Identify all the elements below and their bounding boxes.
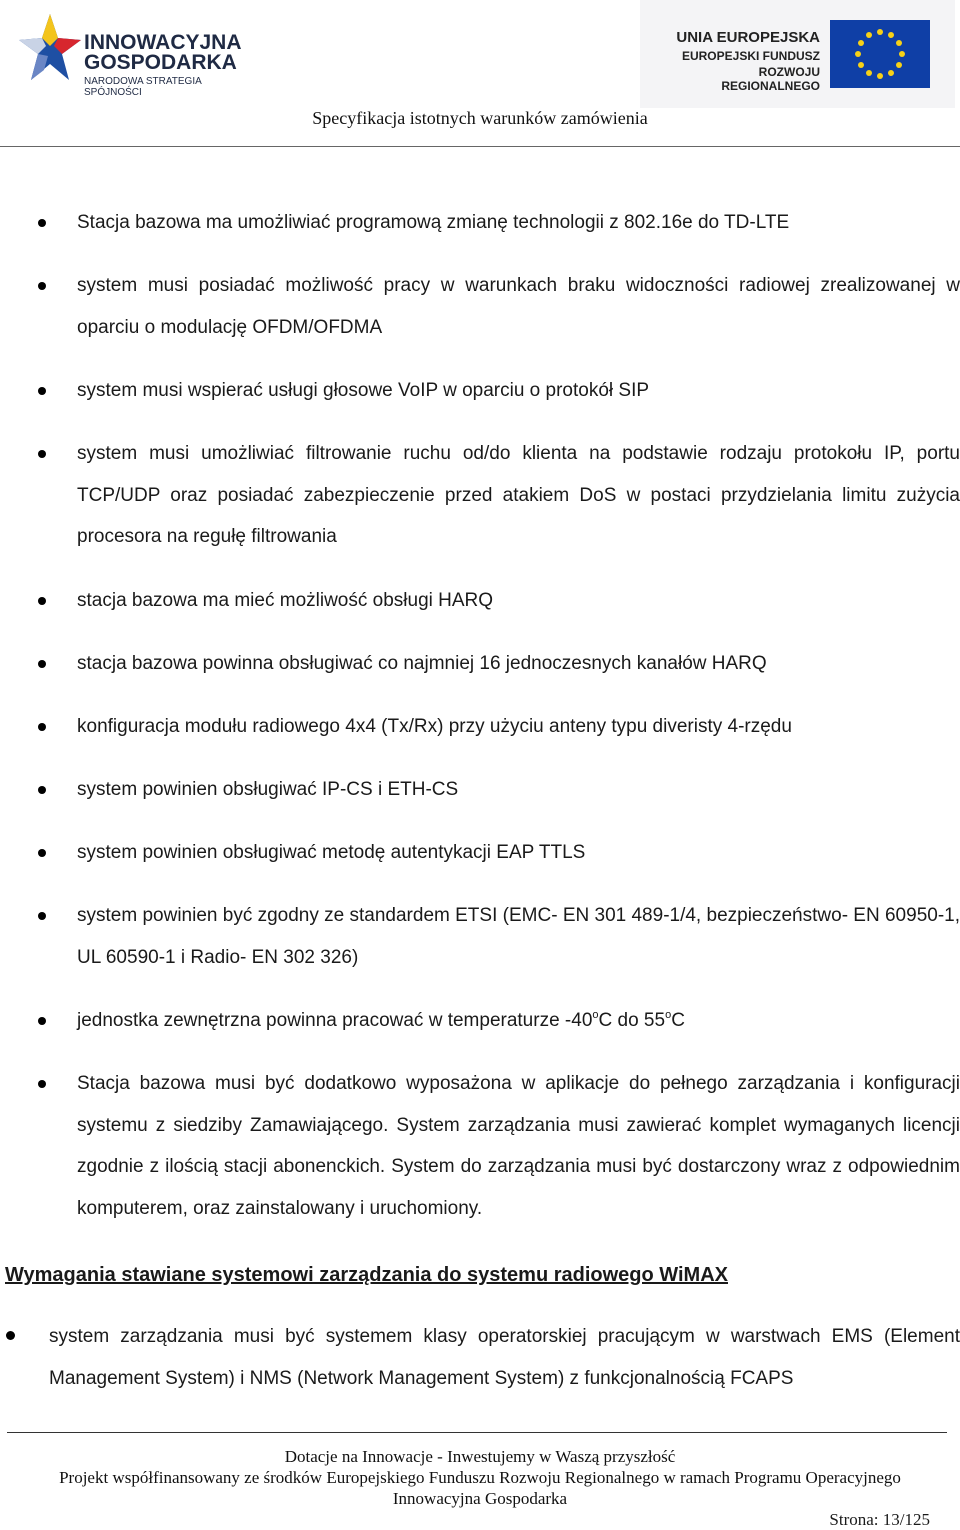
bullet-icon <box>38 597 46 605</box>
eu-line-3: ROZWOJU REGIONALNEGO <box>721 65 820 93</box>
logo-line-1: INNOWACYJNA <box>84 31 242 54</box>
bullet-icon <box>6 1331 15 1340</box>
list-item: system musi umożliwiać filtrowanie ruchu od/do klienta na podstawie rodzaju protokołu IP, portu TCP/UDP oraz posiadać zabezpieczenie przed atakiem DoS w postaci przydzielania limitu zużycia procesora na regułę filtrowania <box>77 443 960 547</box>
logo-line-3: NARODOWA STRATEGIA SPÓJNOŚCI <box>84 76 202 98</box>
bullet-icon <box>38 786 46 794</box>
temp-text-a: jednostka zewnętrzna powinna pracować w temperaturze -40 <box>77 1010 593 1031</box>
bullet-icon <box>38 723 46 731</box>
section-heading: Wymagania stawiane systemowi zarządzania do systemu radiowego WiMAX <box>5 1264 728 1286</box>
list-item: stacja bazowa ma mieć możliwość obsługi HARQ <box>77 590 494 611</box>
bullet-icon <box>38 912 46 920</box>
list-item: system powinien obsługiwać metodę autentykacji EAP TTLS <box>77 842 586 863</box>
page-number: Strona: 13/125 <box>829 1510 930 1529</box>
bullet-icon <box>38 282 46 290</box>
bullet-icon <box>38 219 46 227</box>
header-divider <box>0 146 960 147</box>
bullet-icon <box>38 1017 46 1025</box>
list-item: system zarządzania musi być systemem klasy operatorskiej pracującym w warstwach EMS (Element Management System) i NMS (Network Management System) z funkcjonalnością FCAPS <box>49 1326 960 1389</box>
bullet-icon <box>38 660 46 668</box>
bullet-icon <box>38 450 46 458</box>
degree-sup: o <box>592 1009 599 1021</box>
footer-divider <box>7 1432 947 1433</box>
list-item: system powinien być zgodny ze standardem ETSI (EMC- EN 301 489-1/4, bezpieczeństwo- EN 60950-1, UL 60590-1 i Radio- EN 302 326) <box>77 905 960 968</box>
footer-line-1: Dotacje na Innowacje - Inwestujemy w Waszą przyszłość <box>284 1447 676 1466</box>
list-item: system powinien obsługiwać IP-CS i ETH-CS <box>77 779 459 800</box>
bullet-icon <box>38 387 46 395</box>
eu-line-2: EUROPEJSKI FUNDUSZ <box>681 49 820 63</box>
innowacyjna-gospodarka-logo <box>18 12 258 98</box>
ig-star-icon <box>18 12 82 88</box>
list-item <box>77 1000 960 1042</box>
bullet-icon <box>38 849 46 857</box>
eu-flag-icon <box>830 20 930 88</box>
list-item: stacja bazowa powinna obsługiwać co najmniej 16 jednoczesnych kanałów HARQ <box>77 653 767 674</box>
logo-line-2: GOSPODARKA <box>84 51 237 74</box>
eu-line-1: UNIA EUROPEJSKA <box>676 29 820 46</box>
bullet-icon <box>38 1080 46 1088</box>
temp-text-c: C <box>671 1010 685 1031</box>
list-item: system musi posiadać możliwość pracy w warunkach braku widoczności radiowej zrealizowanej w oparciu o modulację OFDM/OFDMA <box>77 275 960 338</box>
temp-text-b: C do 55 <box>598 1010 666 1031</box>
degree-sup: o <box>665 1009 672 1021</box>
list-item: system musi wspierać usługi głosowe VoIP w oparciu o protokół SIP <box>77 380 650 401</box>
list-item: Stacja bazowa ma umożliwiać programową zmianę technologii z 802.16e do TD-LTE <box>77 212 790 233</box>
list-item: konfiguracja modułu radiowego 4x4 (Tx/Rx) przy użyciu anteny typu diveristy 4-rzędu <box>77 716 792 737</box>
header-title: Specyfikacja istotnych warunków zamówienia <box>312 108 648 128</box>
footer-line-2: Projekt współfinansowany ze środków Europejskiego Funduszu Rozwoju Regionalnego w ramach Programu Operacyjnego <box>59 1468 901 1487</box>
footer-line-3: Innowacyjna Gospodarka <box>392 1489 568 1508</box>
list-item: Stacja bazowa musi być dodatkowo wyposażona w aplikacje do pełnego zarządzania i konfiguracji systemu z siedziby Zamawiającego. System zarządzania musi zawierać komplet wymaganych licencji zgodnie z ilością stacji abonenckich. System do zarządzania musi być dostarczony wraz z odpowiednim komputerem, oraz zainstalowany i uruchomiony. <box>77 1073 960 1219</box>
eu-logo <box>640 0 955 108</box>
